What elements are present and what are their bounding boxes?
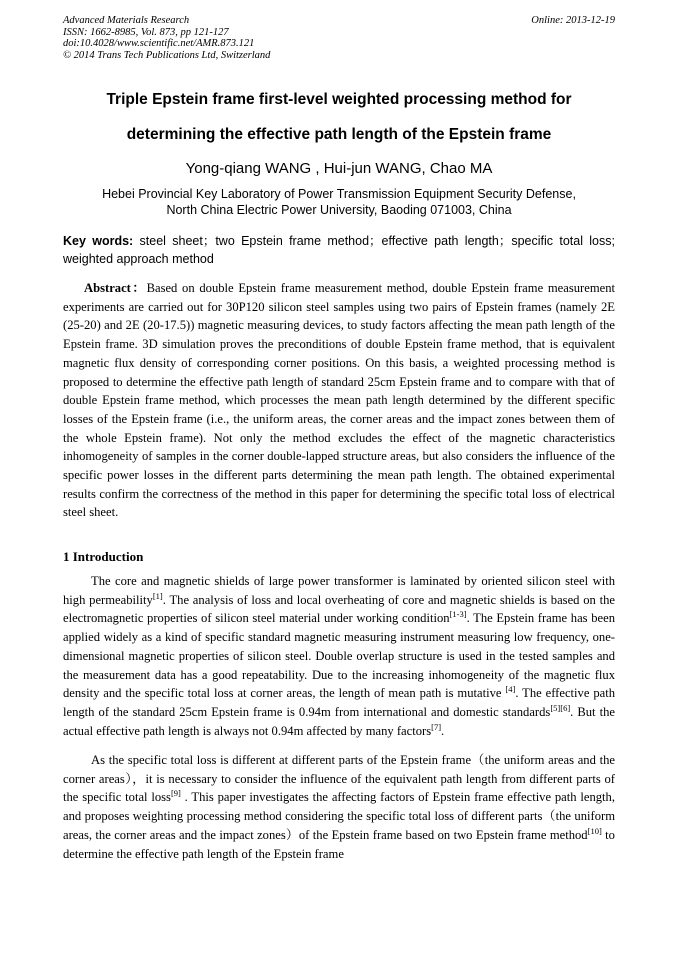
text-run: . The analysis of loss and local overheating of core and magnetic shields is based on the electromagnetic properties of silicon steel material under working condition [63, 592, 616, 626]
affiliation-line-1: Hebei Provincial Key Laboratory of Power Transmission Equipment Security Defense, [102, 187, 576, 201]
copyright-line: © 2014 Trans Tech Publications Ltd, Switzerland [63, 49, 271, 61]
issn-line: ISSN: 1662-8985, Vol. 873, pp 121-127 [63, 26, 229, 38]
affiliation-line-2: North China Electric Power University, Baoding 071003, China [166, 203, 512, 217]
citation-ref[interactable]: [7] [431, 721, 442, 732]
doi-line[interactable]: doi:10.4028/www.scientific.net/AMR.873.121 [63, 38, 255, 49]
paper-title-line-2: determining the effective path length of the Epstein frame [126, 126, 552, 143]
citation-ref[interactable]: [5][6] [550, 702, 571, 713]
abstract [63, 279, 615, 522]
text-run: . [441, 723, 445, 738]
text-run: As the specific total loss is different at different parts of the Epstein frame（the uniform areas and the corner areas），it is necessary to consider the influence of the equivalent path length from different parts of the specific total loss [63, 753, 615, 805]
intro-paragraph-1 [63, 572, 615, 740]
text-run: . This paper investigates the affecting factors of Epstein frame effective path length, and proposes weighting processing method considering the specific total loss of different parts（the uniform areas, the corner areas and the impact zones）of the Epstein frame based on two Epstein frame method [63, 790, 615, 842]
citation-ref[interactable]: [9] [170, 788, 181, 799]
abstract-label: Abstract： [84, 281, 147, 295]
section-heading-introduction: 1 Introduction [63, 549, 144, 564]
citation-ref[interactable]: [4] [505, 684, 516, 695]
keywords-label: Key words: [63, 234, 134, 248]
text-run: to determine the effective path length of the Epstein frame [63, 827, 615, 861]
journal-name: Advanced Materials Research [63, 15, 190, 26]
text-run: . But the actual effective path length is always not 0.94m affected by many factors [63, 704, 615, 738]
keywords-text: steel sheet；two Epstein frame method；effective path length；specific total loss; weighted approach method [63, 234, 615, 266]
abstract-text: Based on double Epstein frame measurement method, double Epstein frame measurement experiments are carried out for 30P120 silicon steel samples using two pairs of Epstein frames (namely 2E (25-20) and 2E (20-17.5)) magnetic measuring devices, to study factors affecting the mean path length of the Epstein frame. 3D simulation proves the preconditions of double Epstein frame method, that is equivalent magnetic flux density of corresponding corner positions. On this basis, a weighted processing method is proposed to determine the effective path length of standard 25cm Epstein frame and to compare with that of double Epstein frame method, which processes the mean path length determined by the different specific losses of the Epstein frame (i.e., the uniform areas, the corner areas and the impact zones between them of the whole Epstein frame). Not only the method excludes the effect of the magnetic characteristics inhomogeneity of samples in the corner double-lapped structure areas, but also considers the influence of the specific power losses in the different parts determining the mean path length. The obtained experimental results confirm the correctness of the method in this paper for determining the specific total loss of electrical steel sheet. [63, 281, 615, 520]
journal-header [63, 15, 270, 61]
citation-ref[interactable]: [10] [587, 825, 602, 836]
text-run: The core and magnetic shields of large power transformer is laminated by oriented silicon steel with high permeability [63, 574, 615, 607]
online-date: Online: 2013-12-19 [531, 15, 615, 26]
author-list: Yong-qiang WANG , Hui-jun WANG, Chao MA [185, 160, 493, 177]
text-run: . The effective path length of the standard 25cm Epstein frame is 0.94m from international and domestic standards [63, 686, 616, 719]
citation-ref[interactable]: [1] [152, 590, 163, 601]
text-run: . The Epstein frame has been applied widely as a kind of specific standard magnetic measuring instrument measuring low frequency, one-dimensional magnetic properties of silicon steel. Double overlap structure is used in the tested samples and the measurement data has a good repeatability. Due to the increasing inhomogeneity of the magnetic flux density and the specific total loss at corner areas, the length of mean path is mutative [63, 611, 615, 701]
citation-ref[interactable]: [1-3] [449, 609, 467, 620]
keywords [63, 232, 615, 268]
paper-title-line-1: Triple Epstein frame first-level weighted processing method for [106, 91, 572, 108]
intro-paragraph-2 [63, 751, 615, 863]
